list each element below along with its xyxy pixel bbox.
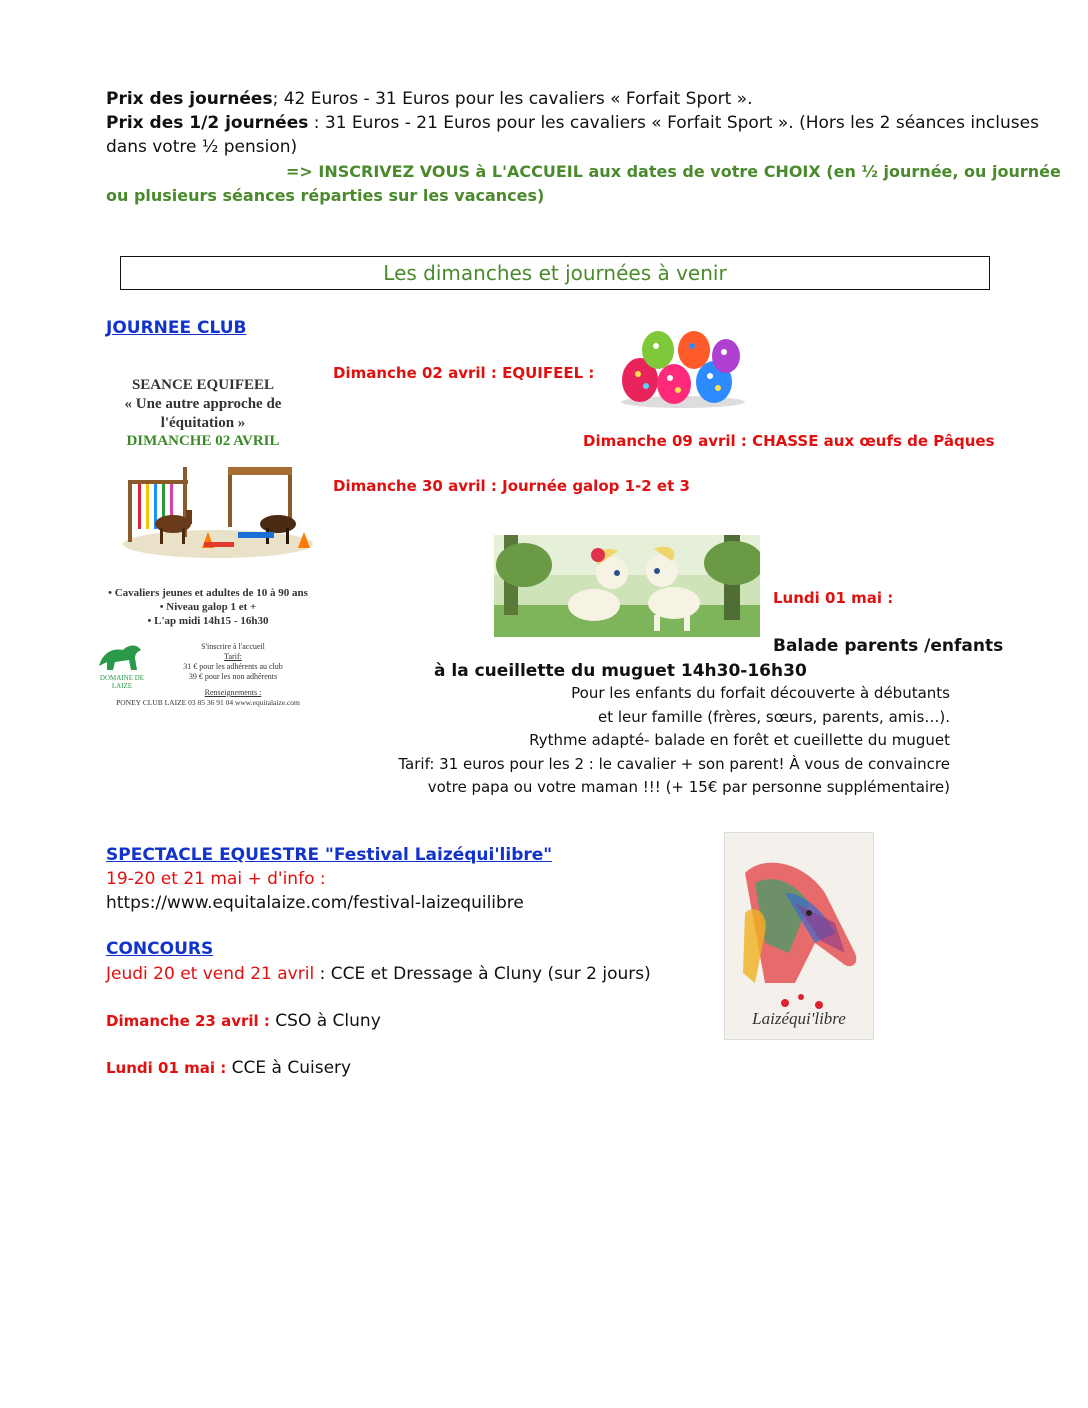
- contest2-date: Dimanche 23 avril :: [106, 1012, 270, 1030]
- logo-text: DOMAINE DE LAIZE: [99, 674, 145, 690]
- section-title: Les dimanches et journées à venir: [383, 261, 727, 285]
- flyer-price2: 39 € pour les non adhérents: [188, 672, 278, 681]
- flyer-contact: PONEY CLUB LAIZE 03 85 36 91 04 www.equitalaize.com: [116, 698, 300, 707]
- event4-description: [380, 682, 950, 800]
- event3-galop: Dimanche 30 avril : Journée galop 1-2 et 3: [333, 477, 690, 495]
- flyer-signup-block: [158, 642, 308, 682]
- contest2: [106, 1009, 381, 1033]
- flyer-line3: l'équitation »: [160, 415, 246, 431]
- event2-easter: Dimanche 09 avril : CHASSE aux œufs de Pâques: [583, 432, 995, 450]
- event4-title1: Balade parents /enfants: [773, 636, 1004, 656]
- equifeel-course-illustration: [118, 462, 318, 562]
- event1-equifeel: Dimanche 02 avril : EQUIFEEL :: [333, 364, 595, 382]
- price-day-line: [106, 87, 753, 111]
- contest2-text: CSO à Cluny: [269, 1011, 381, 1031]
- event4-title2: à la cueillette du muguet 14h30-16h30: [434, 661, 807, 681]
- section-title-box: [120, 256, 990, 290]
- poster-title: Laizéqui'libre: [752, 1009, 846, 1028]
- event4-desc1: Pour les enfants du forfait découverte à débutants: [571, 684, 950, 702]
- flyer-price1: 31 € pour les adhérents au club: [183, 662, 283, 671]
- price-half-line2: dans votre ½ pension): [106, 137, 298, 157]
- show-url[interactable]: https://www.equitalaize.com/festival-laizequilibre: [106, 893, 524, 913]
- equifeel-flyer: [88, 372, 328, 712]
- contests-heading[interactable]: CONCOURS: [106, 939, 214, 959]
- show-dates: 19-20 et 21 mai + d'info :: [106, 869, 326, 889]
- easter-eggs-image: [618, 328, 748, 408]
- price-half-label: Prix des 1/2 journées: [106, 113, 309, 133]
- flyer-line1: SEANCE EQUIFEEL: [131, 377, 275, 393]
- event4-desc5: votre papa ou votre maman !!! (+ 15€ par personne supplémentaire): [427, 778, 950, 796]
- signup-line2: ou plusieurs séances réparties sur les vacances): [106, 186, 545, 205]
- club-day-heading[interactable]: JOURNEE CLUB: [106, 318, 247, 338]
- show-heading[interactable]: SPECTACLE EQUESTRE "Festival Laizéqui'libre": [106, 845, 553, 865]
- price-day-label: Prix des journées: [106, 89, 273, 109]
- flyer-info: Renseignements :: [204, 688, 262, 697]
- event4-desc2: et leur famille (frères, sœurs, parents, amis…).: [597, 707, 950, 726]
- contest1-date: Jeudi 20 et vend 21 avril: [106, 964, 315, 984]
- event4-desc4: Tarif: 31 euros pour les 2 : le cavalier + son parent! À vous de convaincre: [398, 754, 950, 773]
- contest1-text: : CCE et Dressage à Cluny (sur 2 jours): [314, 964, 651, 984]
- flyer-bullet3: • L'ap midi 14h15 - 16h30: [147, 615, 269, 627]
- price-day-text: ; 42 Euros - 31 Euros pour les cavaliers « Forfait Sport ».: [272, 89, 753, 109]
- event4-desc3: Rythme adapté- balade en forêt et cueillette du muguet: [529, 731, 950, 749]
- event4-label: Lundi 01 mai :: [773, 589, 894, 607]
- festival-poster: [724, 832, 874, 1040]
- contest3-text: CCE à Cuisery: [226, 1058, 352, 1078]
- flyer-bullets: [88, 586, 328, 628]
- flyer-bullet2: • Niveau galop 1 et +: [159, 601, 257, 613]
- contest1: [106, 962, 651, 986]
- contest3: [106, 1056, 351, 1080]
- pony-cartoon-image: [494, 535, 760, 637]
- flyer-line4: DIMANCHE 02 AVRIL: [126, 433, 280, 449]
- flyer-tarif: Tarif:: [224, 652, 242, 661]
- flyer-line2: « Une autre approche de: [124, 396, 282, 412]
- price-half-text: : 31 Euros - 21 Euros pour les cavaliers « Forfait Sport ». (Hors les 2 séances incluses: [308, 113, 1039, 133]
- flyer-bullet1: • Cavaliers jeunes et adultes de 10 à 90 ans: [108, 587, 308, 599]
- price-half-line: [106, 111, 1039, 135]
- contest3-date: Lundi 01 mai :: [106, 1059, 227, 1077]
- flyer-signup: S'inscrire à l'accueil: [201, 642, 265, 651]
- signup-line1: => INSCRIVEZ VOUS à L'ACCUEIL aux dates de votre CHOIX (en ½ journée, ou journée: [286, 162, 1061, 181]
